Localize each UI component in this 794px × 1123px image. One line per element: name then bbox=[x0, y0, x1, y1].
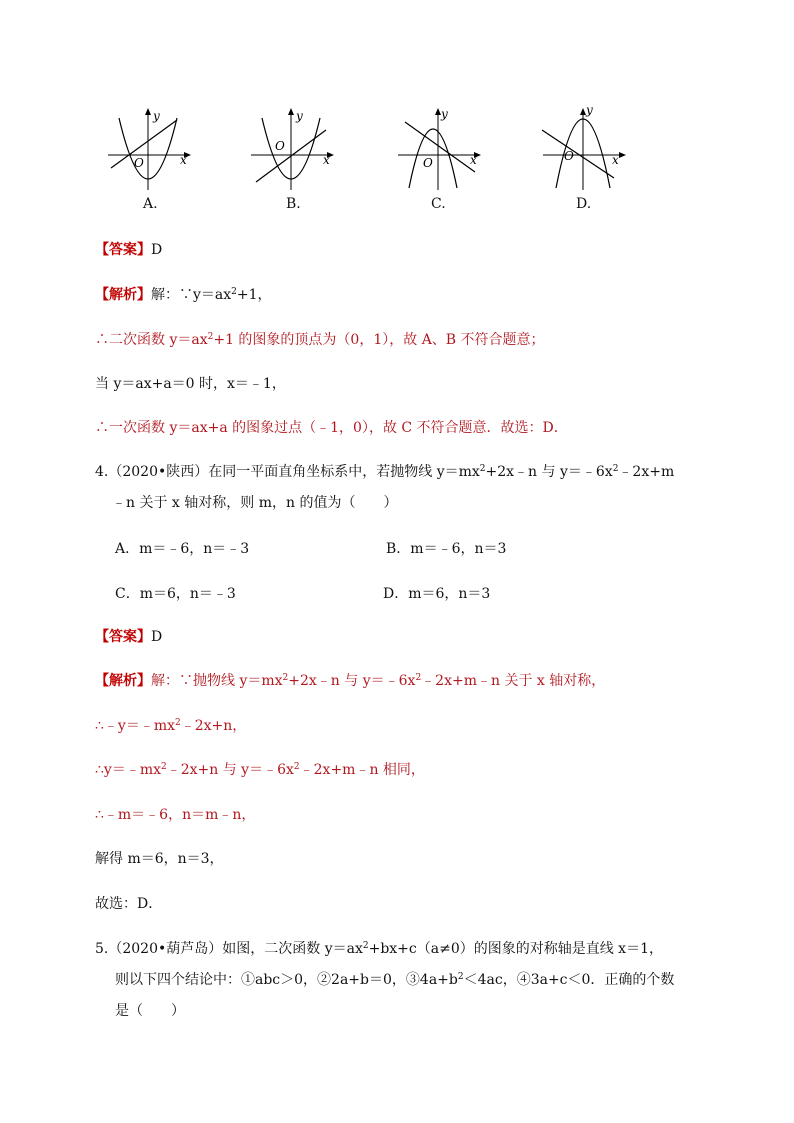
figure-d bbox=[540, 100, 640, 195]
y-axis-label: y bbox=[296, 109, 303, 123]
q4-option-d: D．m＝6，n＝3 bbox=[383, 586, 491, 602]
q4-analysis-line-6: 故选：D． bbox=[95, 896, 163, 912]
x-axis-label: x bbox=[470, 153, 477, 167]
q3-analysis-line-3: 当 y＝ax+a＝0 时，x＝﹣1， bbox=[95, 376, 286, 392]
figure-a bbox=[105, 100, 205, 195]
analysis-tag: 【解析】 bbox=[95, 673, 151, 689]
answer-tag: 【答案】 bbox=[95, 629, 151, 645]
x-axis-label: x bbox=[323, 153, 330, 167]
caption-b: B. bbox=[286, 196, 301, 212]
q4-option-b: B．m＝﹣6，n＝3 bbox=[386, 541, 507, 557]
q3-answer bbox=[95, 240, 162, 260]
origin-label: O bbox=[423, 156, 433, 170]
q4-analysis-line-1: 【解析】解：∵抛物线 $y=mx^2+2x﹣n$ 与 $y=﹣6x^2﹣2x+m﹣n$ 关于 x 轴对称， bbox=[95, 673, 606, 689]
y-axis-label: y bbox=[586, 103, 593, 117]
caption-d: D. bbox=[576, 196, 592, 212]
q4-option-c: C．m＝6，n＝﹣3 bbox=[115, 586, 236, 602]
q4-analysis-line-3: $\therefore y=﹣mx^2﹣2x+n$ 与 $y=﹣6x^2﹣2x+m﹣n$ 相同， bbox=[95, 762, 425, 778]
answer-tag: 【答案】 bbox=[95, 242, 151, 258]
q5-stem-line-3: 是（ ） bbox=[115, 1003, 185, 1019]
x-axis-label: x bbox=[180, 153, 187, 167]
caption-a: A. bbox=[143, 196, 158, 212]
figure-c bbox=[395, 100, 495, 195]
q5-stem-line-2: 则以下四个结论中：①abc＞0，②2a+b＝0，$③4a+b^2<4ac$，④3a+c＜0．正确的个数 bbox=[115, 972, 675, 988]
answer-value: D bbox=[151, 242, 163, 258]
y-axis-label: y bbox=[441, 107, 448, 121]
origin-label: O bbox=[564, 149, 574, 163]
q4-analysis-line-2: $\therefore﹣y=﹣mx^2﹣2x+n$， bbox=[95, 718, 247, 734]
q3-analysis-line-2: ∴二次函数 $y=ax^2+1$ 的图象的顶点为（0，1），故 A、B 不符合题意； bbox=[95, 332, 545, 348]
q3-analysis-line-4: ∴一次函数 y＝ax+a 的图象过点（﹣1，0），故 C 不符合题意．故选：D． bbox=[95, 420, 568, 436]
answer-value: D bbox=[151, 629, 163, 645]
y-axis-label: y bbox=[153, 109, 160, 123]
origin-label: O bbox=[134, 156, 144, 170]
q5-stem-line-1: 5.（2020•葫芦岛）如图，二次函数 $y=ax^2+bx+c(a\ne 0)$的图象的对称轴是直线 x＝1， bbox=[95, 941, 663, 957]
origin-label: O bbox=[275, 139, 285, 153]
analysis-tag: 【解析】 bbox=[95, 287, 151, 303]
q4-answer bbox=[95, 627, 162, 647]
q4-stem-line-1: 4.（2020•陕西）在同一平面直角坐标系中，若抛物线 $y=mx^2+2x﹣n$ 与 $y=﹣6x^2﹣2x+m$ bbox=[95, 464, 675, 480]
q4-analysis-line-4: ∴﹣m＝﹣6，n＝m﹣n， bbox=[95, 807, 256, 823]
figure-b bbox=[248, 100, 348, 195]
q4-analysis-line-5: 解得 m＝6，n＝3， bbox=[95, 851, 224, 867]
caption-c: C. bbox=[431, 196, 446, 212]
q4-stem-line-2: ﹣n 关于 x 轴对称，则 m，n 的值为（ ） bbox=[112, 495, 398, 511]
q3-analysis-line-1: 【解析】解：$\because y=ax^2+1$， bbox=[95, 287, 272, 303]
x-axis-label: x bbox=[612, 153, 619, 167]
q4-option-a: A．m＝﹣6，n＝﹣3 bbox=[115, 541, 250, 557]
